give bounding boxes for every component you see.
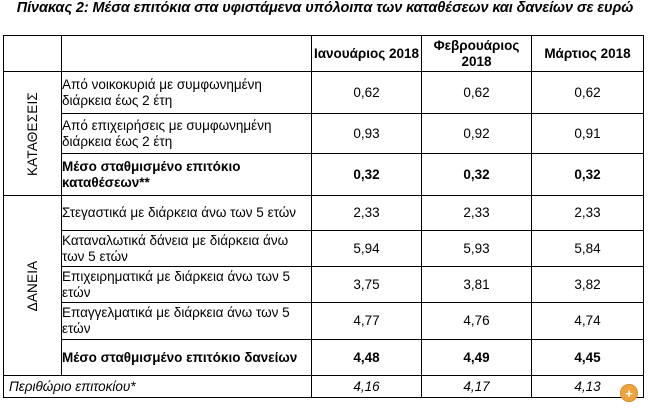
cell-jan: 3,75 bbox=[312, 267, 422, 303]
cell-jan: 0,62 bbox=[312, 72, 422, 114]
cell-jan: 0,93 bbox=[312, 114, 422, 154]
column-header-jan: Ιανουάριος 2018 bbox=[312, 36, 422, 72]
table-title: Πίνακας 2: Μέσα επιτόκια στα υφιστάμενα υπόλοιπα των καταθέσεων και δανείων σε ευρώ bbox=[16, 0, 634, 16]
cell-mar: 2,33 bbox=[532, 196, 644, 231]
cell-mar: 0,91 bbox=[532, 114, 644, 154]
cell-feb: 0,92 bbox=[422, 114, 532, 154]
cell-feb: 0,32 bbox=[422, 154, 532, 196]
row-label: Από νοικοκυριά με συμφωνημένη διάρκεια έως 2 έτη bbox=[62, 72, 312, 114]
table-row bbox=[4, 114, 644, 154]
table-row bbox=[4, 340, 644, 376]
cell-jan: 5,94 bbox=[312, 231, 422, 267]
table-row bbox=[4, 72, 644, 114]
group-deposits-label: ΚΑΤΑΘΕΣΕΙΣ bbox=[24, 91, 40, 176]
footer-row bbox=[4, 376, 644, 398]
logo-icon: + bbox=[620, 384, 638, 402]
header-empty-label bbox=[62, 36, 312, 72]
header-row bbox=[4, 36, 644, 72]
cell-feb: 3,81 bbox=[422, 267, 532, 303]
table-row bbox=[4, 154, 644, 196]
cell-jan: 4,48 bbox=[312, 340, 422, 376]
cell-jan: 0,32 bbox=[312, 154, 422, 196]
cell-mar: 0,62 bbox=[532, 72, 644, 114]
cell-feb: 5,93 bbox=[422, 231, 532, 267]
cell-jan: 4,16 bbox=[312, 376, 422, 398]
cell-jan: 4,77 bbox=[312, 303, 422, 340]
cell-feb: 4,49 bbox=[422, 340, 532, 376]
cell-mar: 3,82 bbox=[532, 267, 644, 303]
cell-mar: 4,13 bbox=[532, 376, 644, 398]
table-row bbox=[4, 231, 644, 267]
group-deposits bbox=[4, 72, 62, 196]
column-header-feb: Φεβρουάριος 2018 bbox=[422, 36, 532, 72]
table-row bbox=[4, 267, 644, 303]
cell-mar: 0,32 bbox=[532, 154, 644, 196]
row-label: Επαγγελματικά με διάρκεια άνω των 5 ετών bbox=[62, 303, 312, 340]
column-header-mar: Μάρτιος 2018 bbox=[532, 36, 644, 72]
group-loans-label: ΔΑΝΕΙΑ bbox=[24, 260, 40, 311]
footer-label: Περιθώριο επιτοκίου* bbox=[4, 376, 312, 398]
table-row bbox=[4, 303, 644, 340]
table-row bbox=[4, 196, 644, 231]
cell-feb: 4,76 bbox=[422, 303, 532, 340]
rates-table bbox=[3, 35, 644, 398]
row-label: Καταναλωτικά δάνεια με διάρκεια άνω των 5 ετών bbox=[62, 231, 312, 267]
row-label: Επιχειρηματικά με διάρκεια άνω των 5 ετών bbox=[62, 267, 312, 303]
row-label: Από επιχειρήσεις με συμφωνημένη διάρκεια έως 2 έτη bbox=[62, 114, 312, 154]
row-label: Στεγαστικά με διάρκεια άνω των 5 ετών bbox=[62, 196, 312, 231]
cell-mar: 4,45 bbox=[532, 340, 644, 376]
row-label: Μέσο σταθμισμένο επιτόκιο καταθέσεων** bbox=[62, 154, 312, 196]
cell-feb: 0,62 bbox=[422, 72, 532, 114]
header-empty-group bbox=[4, 36, 62, 72]
cell-jan: 2,33 bbox=[312, 196, 422, 231]
cell-mar: 4,74 bbox=[532, 303, 644, 340]
cell-mar: 5,84 bbox=[532, 231, 644, 267]
row-label: Μέσο σταθμισμένο επιτόκιο δανείων bbox=[62, 340, 312, 376]
cell-feb: 2,33 bbox=[422, 196, 532, 231]
cell-feb: 4,17 bbox=[422, 376, 532, 398]
group-loans bbox=[4, 196, 62, 376]
